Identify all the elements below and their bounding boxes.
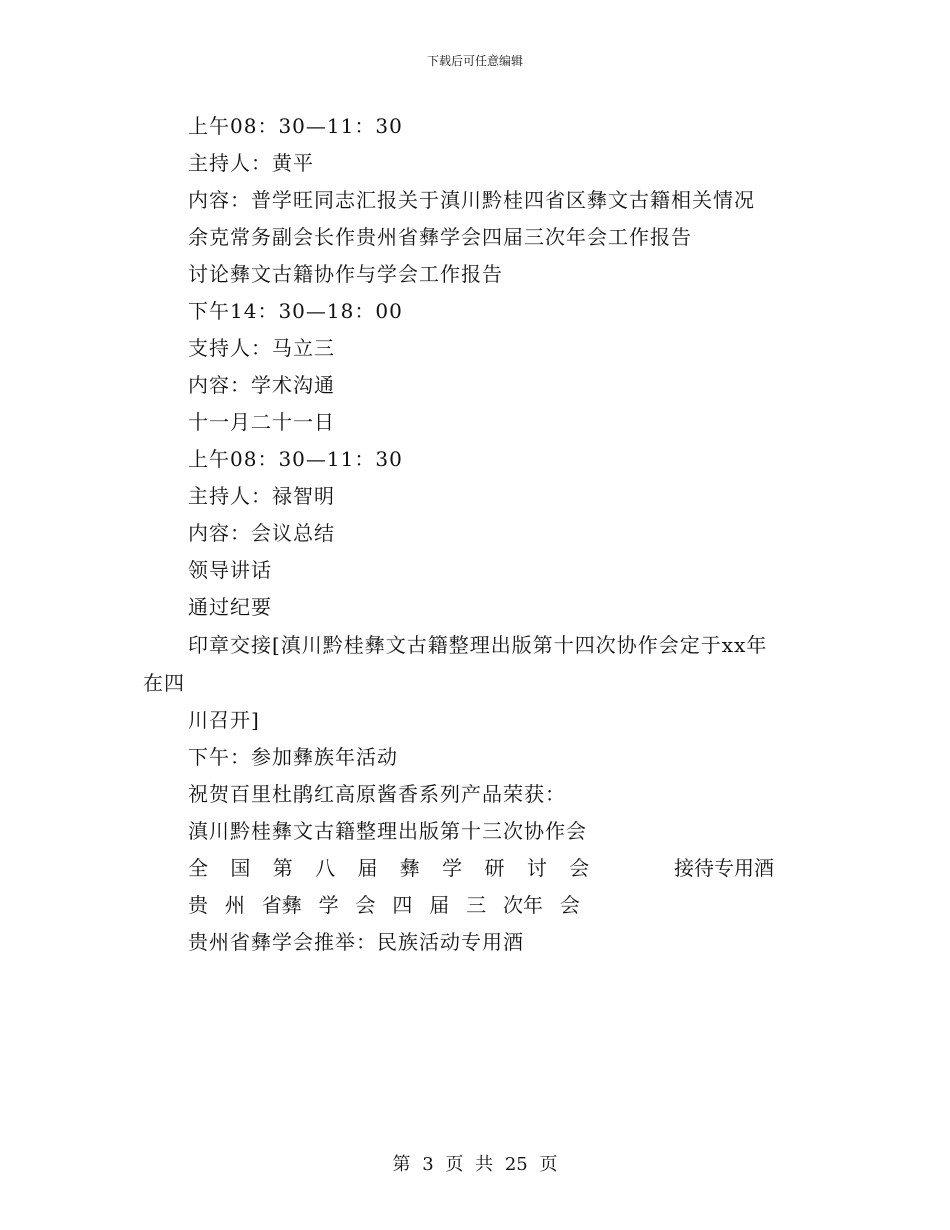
award-char: 贵 — [188, 893, 208, 917]
text-line: 祝贺百里杜鹃红高原酱香系列产品荣获： — [188, 782, 566, 806]
award-char: 会 — [355, 893, 376, 917]
award-char: 学 — [442, 856, 463, 880]
award-char: 三 — [466, 893, 487, 917]
award-char: 研 — [484, 856, 505, 880]
award-char: 会 — [569, 856, 590, 880]
award-char: 国 — [230, 856, 251, 880]
text-line: 川召开] — [188, 708, 260, 732]
text-line: 内容：会议总结 — [188, 521, 335, 545]
text-line: 讨论彝文古籍协作与学会工作报告 — [188, 262, 503, 286]
text-line: 支持人：马立三 — [188, 336, 335, 360]
text-line: 领导讲话 — [188, 558, 272, 582]
award-char: 讨 — [526, 856, 547, 880]
award-char: 省彝 — [261, 893, 302, 917]
award-char: 届 — [357, 856, 378, 880]
text-line: 十一月二十一日 — [188, 410, 335, 434]
page-footer: 第 3 页 共 25 页 — [392, 1154, 558, 1175]
text-line: 下午：参加彝族年活动 — [188, 745, 398, 769]
text-line: 内容：普学旺同志汇报关于滇川黔桂四省区彝文古籍相关情况 — [188, 188, 755, 212]
award-char: 学 — [318, 893, 339, 917]
text-line: 上午08：30—11：30 — [188, 447, 403, 471]
award-line-2 — [188, 891, 580, 919]
text-line: 在四 — [143, 671, 185, 695]
text-line: 上午08：30—11：30 — [188, 114, 403, 138]
text-line: 贵州省彝学会推举：民族活动专用酒 — [188, 930, 524, 954]
award-char: 州 — [224, 893, 245, 917]
award-char: 会 — [559, 893, 580, 917]
text-line: 主持人：黄平 — [188, 151, 314, 175]
award-suffix: 接待专用酒 — [673, 856, 774, 880]
page-header: 下载后可任意编辑 — [426, 54, 523, 68]
text-line: 滇川黔桂彝文古籍整理出版第十三次协作会 — [188, 819, 587, 843]
text-line: 通过纪要 — [188, 595, 272, 619]
award-char: 届 — [429, 893, 450, 917]
text-line: 主持人：禄智明 — [188, 484, 335, 508]
text-line: 余克常务副会长作贵州省彝学会四届三次年会工作报告 — [188, 225, 692, 249]
text-line: 内容：学术沟通 — [188, 373, 335, 397]
award-char: 八 — [315, 856, 336, 880]
award-char: 全 — [188, 856, 208, 880]
award-line-1 — [188, 854, 774, 882]
award-char: 彝 — [399, 856, 420, 880]
text-line: 印章交接[滇川黔桂彝文古籍整理出版第十四次协作会定于xx年 — [188, 633, 768, 657]
award-char: 第 — [272, 856, 293, 880]
award-char: 四 — [392, 893, 413, 917]
award-char: 次年 — [503, 893, 543, 917]
spacer — [612, 854, 652, 882]
text-line: 下午14：30—18：00 — [188, 299, 403, 323]
